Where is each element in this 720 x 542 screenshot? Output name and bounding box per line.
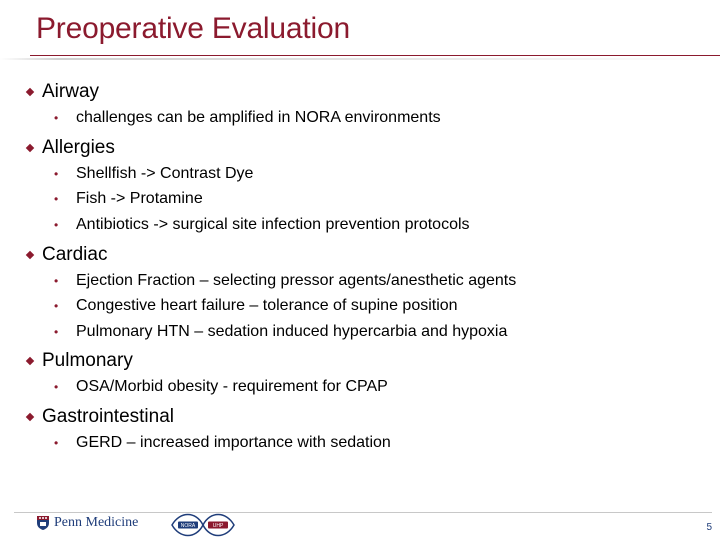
list-item: [54, 378, 388, 396]
list-item-text: OSA/Morbid obesity - requirement for CPAP: [76, 378, 388, 395]
diamond-bullet-icon: [26, 88, 34, 96]
section-heading-pulmonary: [24, 350, 133, 372]
footer-divider: [14, 512, 712, 513]
list-item-text: challenges can be amplified in NORA environments: [76, 109, 441, 126]
list-item: [54, 434, 391, 452]
page-title: Preoperative Evaluation: [36, 12, 350, 45]
diamond-bullet-icon: [26, 144, 34, 152]
list-item: [54, 272, 516, 290]
list-item-text: Pulmonary HTN – sedation induced hypercarbia and hypoxia: [76, 323, 508, 340]
section-heading-gastrointestinal: [24, 406, 174, 428]
penn-shield-icon: [36, 515, 50, 531]
list-item: [54, 165, 253, 183]
bullet-dot-icon: •: [54, 167, 59, 181]
bullet-dot-icon: •: [54, 111, 59, 125]
uhp-label: UHP: [212, 523, 224, 529]
section-heading-label: Cardiac: [42, 244, 108, 265]
penn-medicine-logo: [36, 515, 138, 531]
section-heading-label: Gastrointestinal: [42, 406, 175, 427]
bullet-dot-icon: •: [54, 325, 59, 339]
list-item-text: GERD – increased importance with sedation: [76, 434, 391, 451]
bullet-dot-icon: •: [54, 192, 59, 206]
list-item-text: Antibiotics -> surgical site infection prevention protocols: [76, 216, 470, 233]
list-item: [54, 216, 470, 234]
title-rule-shadow: [0, 58, 720, 60]
section-heading-airway: [24, 81, 99, 103]
nora-label: NORA: [180, 523, 196, 529]
penn-medicine-wordmark: Penn Medicine: [54, 515, 139, 530]
list-item-text: Ejection Fraction – selecting pressor agents/anesthetic agents: [76, 272, 517, 289]
section-heading-label: Airway: [42, 81, 100, 102]
list-item-text: Shellfish -> Contrast Dye: [76, 165, 254, 182]
section-heading-label: Pulmonary: [42, 350, 133, 371]
section-heading-cardiac: [24, 244, 107, 266]
list-item-text: Congestive heart failure – tolerance of supine position: [76, 297, 458, 314]
list-item: [54, 190, 203, 208]
nora-uhp-logo: [170, 513, 236, 542]
title-rule-line: [30, 55, 720, 56]
bullet-dot-icon: •: [54, 274, 59, 288]
list-item-text: Fish -> Protamine: [76, 190, 203, 207]
section-heading-label: Allergies: [42, 137, 115, 158]
list-item: [54, 323, 507, 341]
bullet-dot-icon: •: [54, 380, 59, 394]
list-item: [54, 109, 441, 127]
list-item: [54, 297, 458, 315]
bullet-dot-icon: •: [54, 299, 59, 313]
bullet-dot-icon: •: [54, 218, 59, 232]
page-number: 5: [706, 522, 712, 533]
diamond-bullet-icon: [26, 251, 34, 259]
diamond-bullet-icon: [26, 413, 34, 421]
title-divider: [0, 55, 720, 61]
section-heading-allergies: [24, 137, 115, 159]
diamond-bullet-icon: [26, 357, 34, 365]
bullet-dot-icon: •: [54, 436, 59, 450]
